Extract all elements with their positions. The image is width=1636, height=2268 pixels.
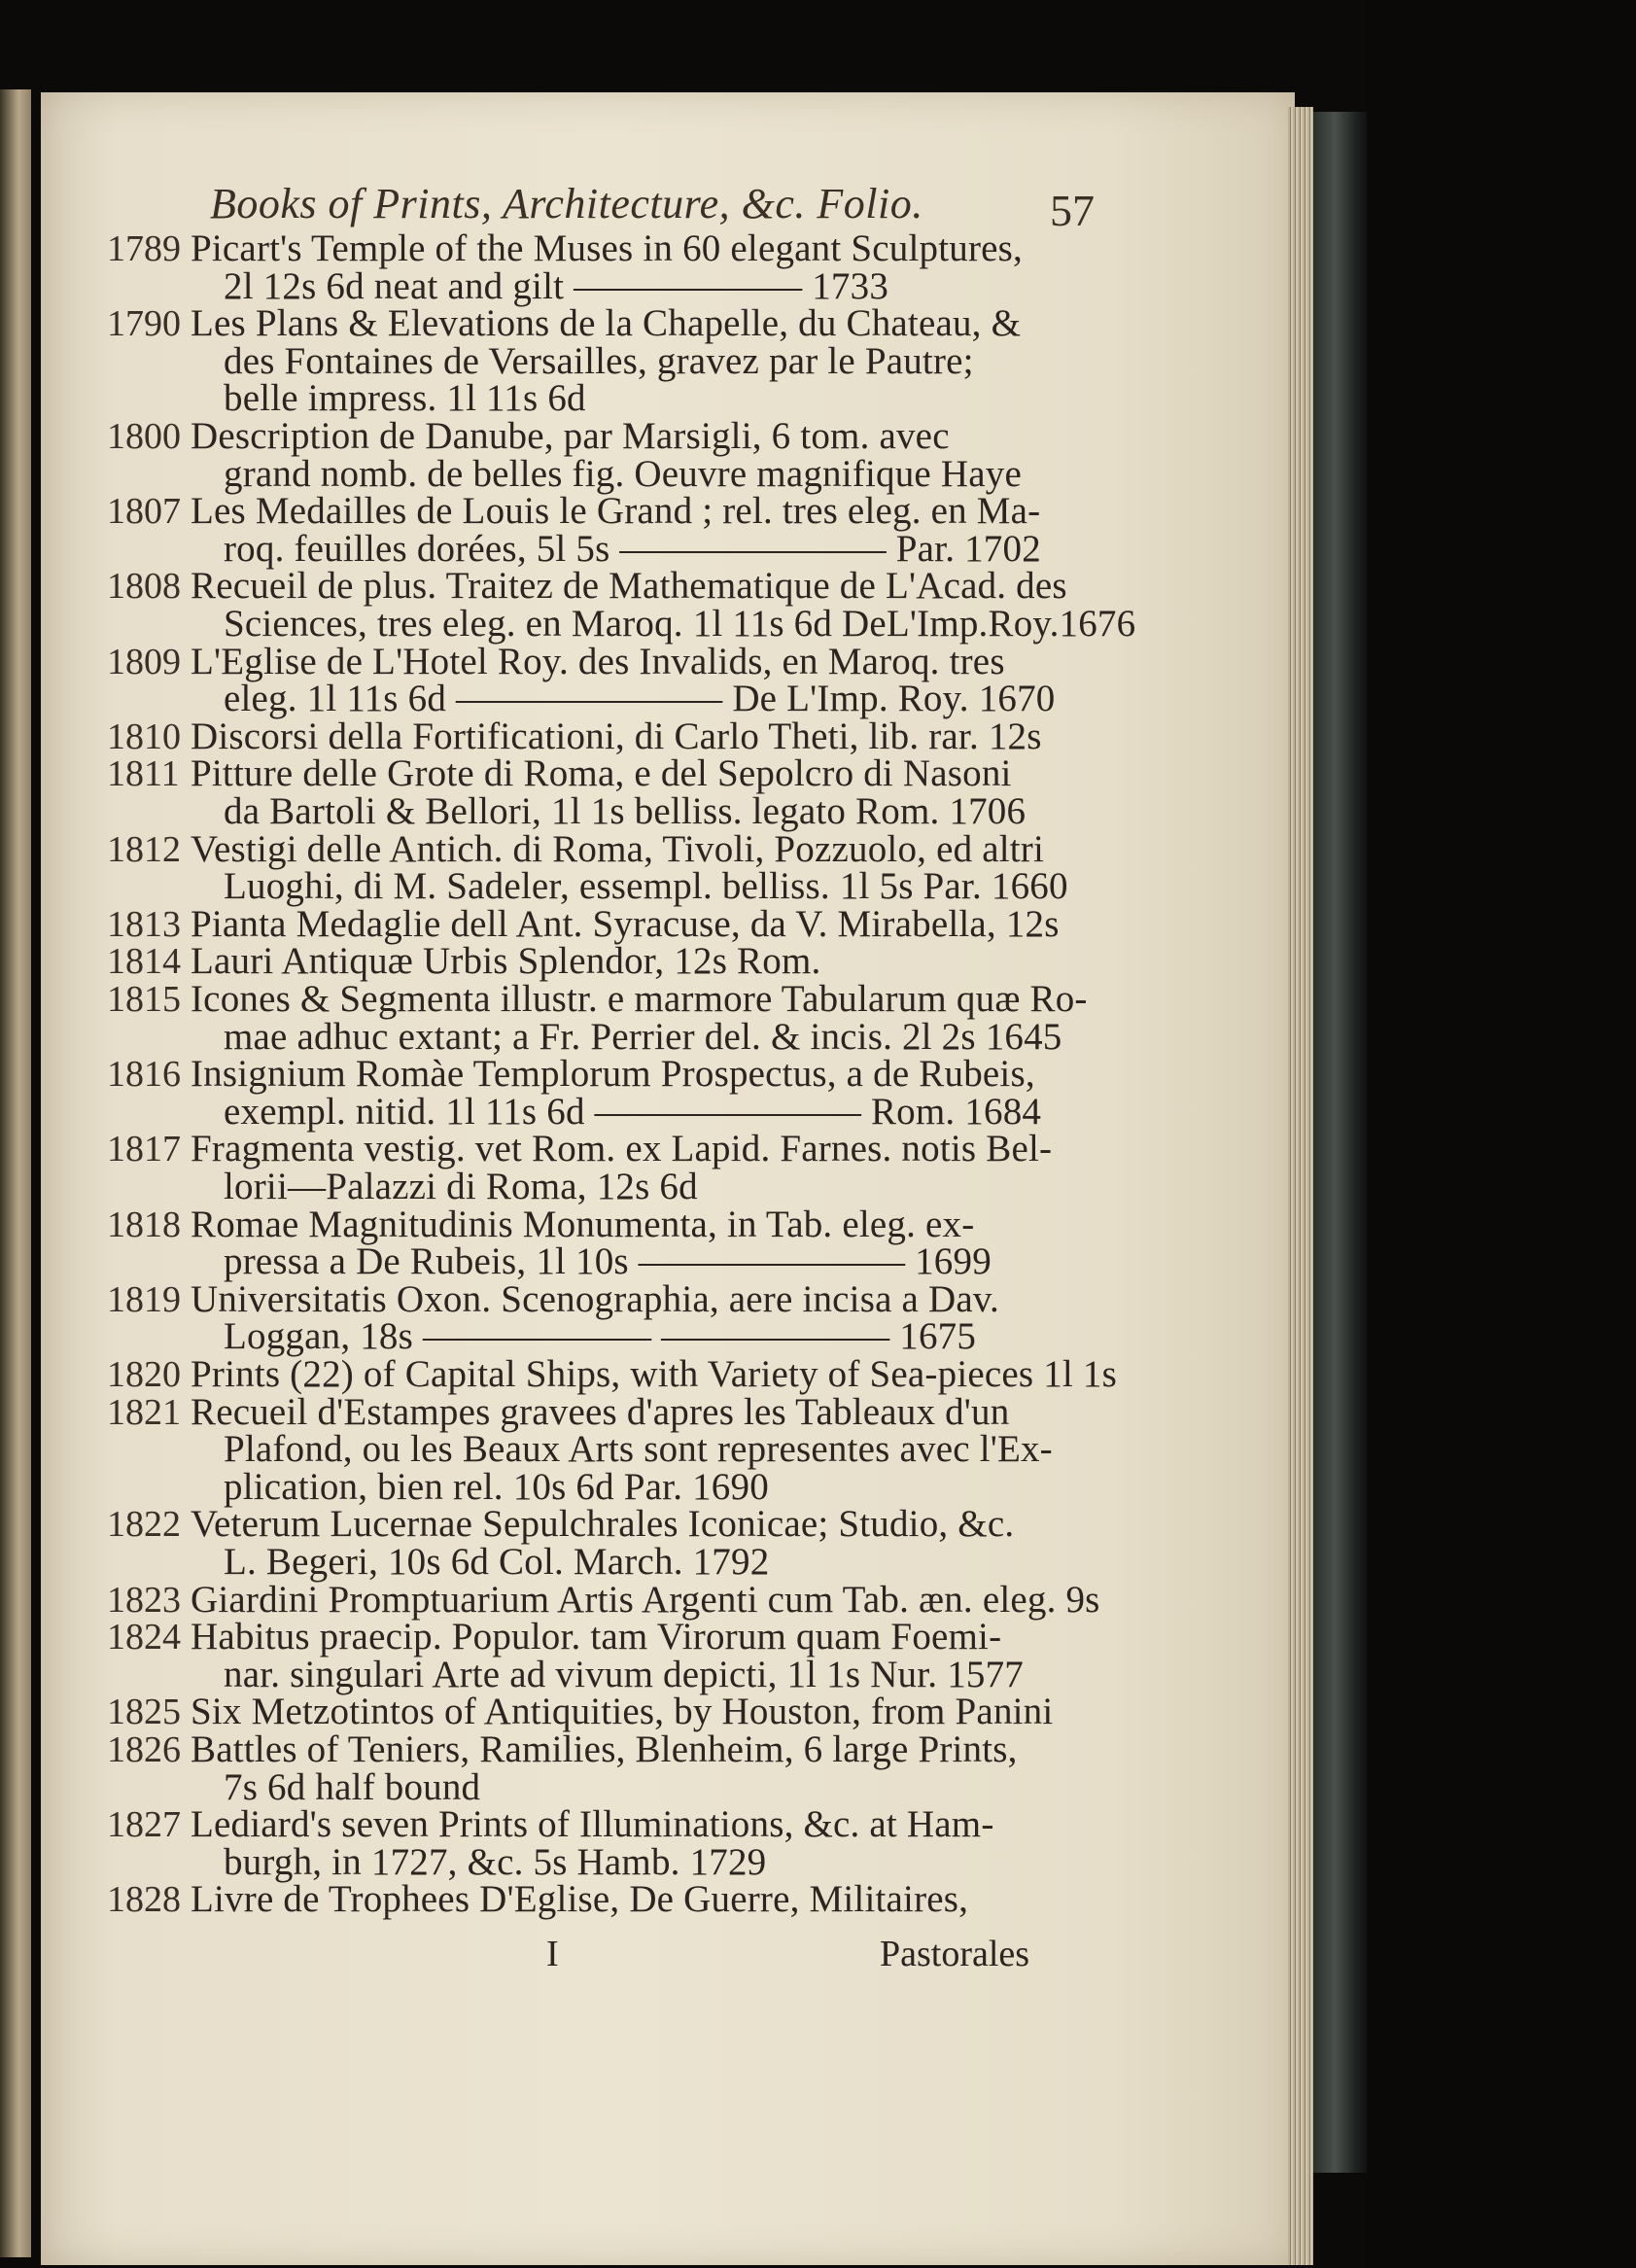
entry-line: burgh, in 1727, &c. 5s Hamb. 1729 — [224, 1840, 767, 1883]
entry-line: mae adhuc extant; a Fr. Perrier del. & incis. 2l 2s 1645 — [224, 1015, 1062, 1058]
entry-line: exempl. nitid. 1l 11s 6d ——————— Rom. 1684 — [224, 1090, 1042, 1133]
lot-number: 1815 — [107, 979, 181, 1020]
lot-number: 1807 — [107, 491, 181, 533]
lot-number: 1821 — [107, 1391, 181, 1433]
lot-number: 1817 — [107, 1129, 181, 1170]
entry-line: 2l 12s 6d neat and gilt —————— 1733 — [224, 264, 889, 307]
lot-number: 1800 — [107, 416, 181, 457]
entry-line: Habitus praecip. Populor. tam Virorum quam Foemi- — [191, 1616, 1002, 1658]
lot-number: 1828 — [107, 1879, 181, 1921]
entry-line: Veterum Lucernae Sepulchrales Iconicae; Studio, &c. — [191, 1503, 1015, 1546]
entry-line: eleg. 1l 11s 6d ——————— De L'Imp. Roy. 1670 — [224, 678, 1056, 720]
entry-line: Description de Danube, par Marsigli, 6 tom. avec — [191, 415, 950, 457]
catchword: Pastorales — [880, 1934, 1030, 1974]
entry-line: belle impress. 1l 11s 6d — [224, 377, 586, 420]
entry-line: Discorsi della Fortificationi, di Carlo Theti, lib. rar. 12s — [191, 715, 1042, 757]
entry-line: Fragmenta vestig. vet Rom. ex Lapid. Farnes. notis Bel- — [191, 1128, 1053, 1170]
entry-line: Picart's Temple of the Muses in 60 elegant Sculptures, — [191, 227, 1023, 269]
lot-number: 1809 — [107, 641, 181, 682]
entry-line: Livre de Trophees D'Eglise, De Guerre, Militaires, — [191, 1878, 969, 1921]
entry-line: Recueil d'Estampes gravees d'apres les Tableaux d'un — [191, 1390, 1010, 1433]
entry-line: Recueil de plus. Traitez de Mathematique de L'Acad. des — [191, 565, 1067, 608]
entry-line: roq. feuilles dorées, 5l 5s ——————— Par. 1702 — [224, 527, 1041, 570]
lot-number: 1825 — [107, 1692, 181, 1733]
entry-line: pressa a De Rubeis, 1l 10s ——————— 1699 — [224, 1240, 992, 1283]
lot-number: 1810 — [107, 715, 181, 757]
entry-line: L. Begeri, 10s 6d Col. March. 1792 — [224, 1541, 770, 1583]
signature-mark: I — [546, 1934, 559, 1974]
entry-line: Luoghi, di M. Sadeler, essempl. belliss. 1l 5s Par. 1660 — [224, 865, 1068, 908]
lot-number: 1812 — [107, 828, 181, 870]
entry-line: Sciences, tres eleg. en Maroq. 1l 11s 6d DeL'Imp.Roy.1676 — [224, 603, 1136, 645]
page-title: Books of Prints, Architecture, &c. Folio. — [210, 180, 923, 227]
lot-number: 1826 — [107, 1729, 181, 1770]
entry-line: Pitture delle Grote di Roma, e del Sepolcro di Nasoni — [191, 752, 1012, 795]
lot-number: 1823 — [107, 1579, 181, 1621]
lot-number: 1824 — [107, 1617, 181, 1658]
lot-number: 1813 — [107, 903, 181, 945]
entry-line: Battles of Teniers, Ramilies, Blenheim, 6 large Prints, — [191, 1728, 1018, 1770]
lot-number: 1814 — [107, 941, 181, 983]
lot-number: 1790 — [107, 303, 181, 345]
entry-line: grand nomb. de belles fig. Oeuvre magnifique Haye — [224, 452, 1022, 495]
lot-number: 1811 — [107, 753, 180, 795]
entry-line: lorii—Palazzi di Roma, 12s 6d — [224, 1166, 698, 1207]
entry-line: 7s 6d half bound — [224, 1765, 481, 1808]
lot-number: 1818 — [107, 1204, 181, 1245]
lot-number: 1820 — [107, 1354, 181, 1395]
entry-line: Vestigi delle Antich. di Roma, Tivoli, Pozzuolo, ed altri — [191, 827, 1045, 870]
entry-line: Romae Magnitudinis Monumenta, in Tab. eleg. ex- — [191, 1203, 975, 1245]
entry-line: Prints (22) of Capital Ships, with Variety of Sea-pieces 1l 1s — [191, 1353, 1117, 1395]
entry-line: Lediard's seven Prints of Illuminations, &c. at Ham- — [191, 1803, 994, 1846]
entry-line: Les Medailles de Louis le Grand ; rel. tres eleg. en Ma- — [191, 490, 1041, 533]
entry-line: Plafond, ou les Beaux Arts sont representes avec l'Ex- — [224, 1428, 1053, 1471]
entry-line: des Fontaines de Versailles, gravez par le Pautre; — [224, 339, 974, 382]
entry-line: Icones & Segmenta illustr. e marmore Tabularum quæ Ro- — [191, 978, 1088, 1020]
page-number: 57 — [1050, 186, 1095, 235]
lot-number: 1816 — [107, 1054, 181, 1096]
lot-number: 1819 — [107, 1278, 181, 1320]
lot-number: 1789 — [107, 228, 181, 269]
entry-line: plication, bien rel. 10s 6d Par. 1690 — [224, 1465, 769, 1508]
entry-line: Pianta Medaglie dell Ant. Syracuse, da V. Mirabella, 12s — [191, 902, 1060, 945]
entry-line: nar. singulari Arte ad vivum depicti, 1l 1s Nur. 1577 — [224, 1653, 1024, 1695]
entry-line: Six Metzotintos of Antiquities, by Houston, from Panini — [191, 1691, 1054, 1733]
entry-line: Universitatis Oxon. Scenographia, aere incisa a Dav. — [191, 1277, 1000, 1320]
entry-line: Les Plans & Elevations de la Chapelle, du Chateau, & — [191, 302, 1022, 345]
lot-number: 1822 — [107, 1504, 181, 1546]
entry-line: L'Eglise de L'Hotel Roy. des Invalids, en Maroq. tres — [191, 640, 1005, 682]
lot-number: 1808 — [107, 566, 181, 608]
lot-number: 1827 — [107, 1804, 181, 1846]
entry-line: Insignium Romàe Templorum Prospectus, a de Rubeis, — [191, 1053, 1035, 1096]
entry-line: da Bartoli & Bellori, 1l 1s belliss. legato Rom. 1706 — [224, 790, 1027, 832]
entry-line: Lauri Antiquæ Urbis Splendor, 12s Rom. — [191, 940, 821, 983]
entry-line: Loggan, 18s —————— —————— 1675 — [224, 1315, 977, 1358]
entry-line: Giardini Promptuarium Artis Argenti cum Tab. æn. eleg. 9s — [191, 1578, 1100, 1621]
